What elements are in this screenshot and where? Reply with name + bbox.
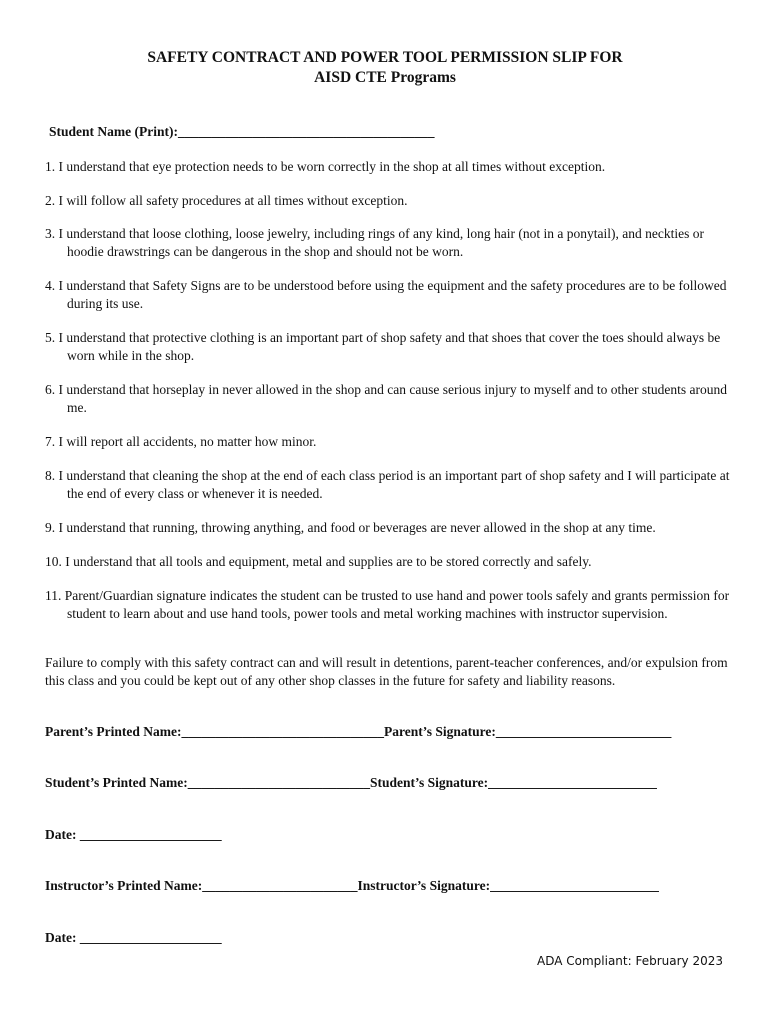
title-line-1: SAFETY CONTRACT AND POWER TOOL PERMISSION SLIP FOR (147, 49, 623, 66)
safety-items-list (45, 158, 735, 639)
list-item: 4. I understand that Safety Signs are to be understood before using the equipment and the safety procedures are to be followed during its use. (45, 278, 727, 311)
date-field-1[interactable]: Date: _____________________ (45, 827, 222, 842)
list-item: 8. I understand that cleaning the shop at the end of each class period is an important part of shop safety and I will participate at the end of every class or whenever it is needed. (45, 468, 730, 501)
list-item: 5. I understand that protective clothing is an important part of shop safety and that shoes that cover the toes should always be worn while in the shop. (45, 330, 721, 363)
parent-signature-line[interactable]: Parent’s Printed Name:______________________________Parent’s Signature:__________________________ (45, 724, 672, 739)
list-item: 1. I understand that eye protection needs to be worn correctly in the shop at all times without exception. (45, 159, 606, 174)
list-item: 6. I understand that horseplay in never allowed in the shop and can cause serious injury to myself and to other students around me. (45, 382, 727, 415)
list-item: 3. I understand that loose clothing, loose jewelry, including rings of any kind, long hair (not in a ponytail), and neckties or hoodie drawstrings can be dangerous in the shop and should not be worn. (45, 226, 704, 259)
failure-notice: Failure to comply with this safety contract can and will result in detentions, parent-teacher conferences, and/or expulsion from this class and you could be kept out of any other shop classes in the future for safety and liability reasons. (45, 655, 728, 688)
instructor-signature-line[interactable]: Instructor’s Printed Name:_______________________Instructor’s Signature:_________________________ (45, 878, 659, 893)
student-name-field[interactable]: Student Name (Print):______________________________________ (49, 124, 435, 139)
list-item: 11. Parent/Guardian signature indicates the student can be trusted to use hand and power tools safely and grants permission for student to learn about and use hand tools, power tools and metal working machines with instructor supervision. (45, 588, 730, 621)
list-item: 2. I will follow all safety procedures at all times without exception. (45, 193, 408, 208)
document-title (0, 48, 770, 88)
list-item: 10. I understand that all tools and equipment, metal and supplies are to be stored correctly and safely. (45, 554, 592, 569)
student-signature-line[interactable]: Student’s Printed Name:___________________________Student’s Signature:_________________________ (45, 775, 657, 790)
date-field-2[interactable]: Date: _____________________ (45, 930, 222, 945)
title-line-2: AISD CTE Programs (314, 69, 456, 86)
list-item: 9. I understand that running, throwing anything, and food or beverages are never allowed in the shop at any time. (45, 520, 656, 535)
ada-compliance-footer: ADA Compliant: February 2023 (537, 954, 724, 968)
list-item: 7. I will report all accidents, no matter how minor. (45, 434, 317, 449)
